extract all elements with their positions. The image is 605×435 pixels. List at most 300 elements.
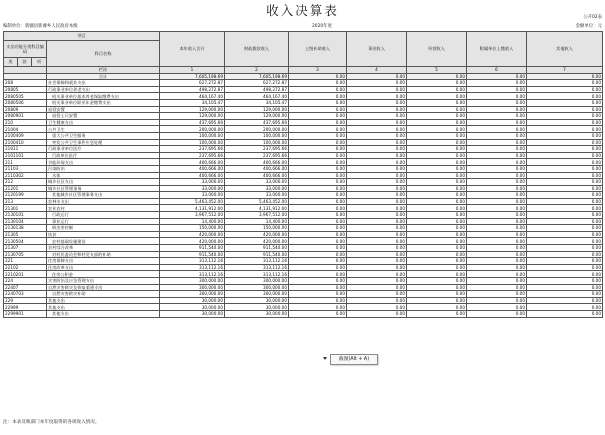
row-amount: 498,272.87 <box>225 86 289 93</box>
row-amount: 0.00 <box>347 185 407 192</box>
row-amount: 0.00 <box>289 205 347 212</box>
table-row <box>4 225 603 232</box>
row-amount: 0.00 <box>527 251 603 258</box>
row-amount: 0.00 <box>289 146 347 153</box>
table-header <box>4 32 603 67</box>
row-amount: 0.00 <box>527 179 603 186</box>
row-amount: 300,000.00 <box>225 284 289 291</box>
row-code: 22999 <box>4 304 47 311</box>
table-row <box>4 179 603 186</box>
row-code: 2120199 <box>4 192 47 199</box>
row-amount: 313,112.16 <box>225 264 289 271</box>
row-subject: 机关事业单位职业年金缴费支出 <box>47 99 160 106</box>
row-amount: 0.00 <box>289 126 347 133</box>
row-amount: 0.00 <box>407 284 467 291</box>
row-amount: 0.00 <box>467 185 527 192</box>
table-row <box>4 304 603 311</box>
row-amount: 0.00 <box>289 152 347 159</box>
row-code: 224 <box>4 278 47 285</box>
row-amount: 400,666.00 <box>160 172 225 179</box>
row-amount: 0.00 <box>527 284 603 291</box>
row-amount: 0.00 <box>527 165 603 172</box>
row-amount: 420,000.00 <box>160 231 225 238</box>
row-amount: 0.00 <box>289 86 347 93</box>
row-subject: 农林水支出 <box>47 198 160 205</box>
table-row <box>4 258 603 265</box>
row-amount: 4,131,912.00 <box>160 205 225 212</box>
row-amount: 0.00 <box>407 152 467 159</box>
row-amount: 498,272.87 <box>160 86 225 93</box>
table-row <box>4 126 603 133</box>
row-amount: 33,000.00 <box>225 179 289 186</box>
row-amount: 0.00 <box>467 238 527 245</box>
header-xiang: 项 <box>32 58 47 67</box>
unit-label: 编制单位： <box>3 24 25 29</box>
row-amount: 313,112.16 <box>160 258 225 265</box>
row-amount: 30,000.00 <box>225 310 289 317</box>
row-amount: 0.00 <box>527 172 603 179</box>
index-num: 1 <box>160 67 225 74</box>
row-amount: 0.00 <box>347 99 407 106</box>
table-row <box>4 231 603 238</box>
row-amount: 0.00 <box>467 119 527 126</box>
row-amount: 0.00 <box>467 251 527 258</box>
row-subject: 节能环保支出 <box>47 159 160 166</box>
row-amount: 0.00 <box>527 99 603 106</box>
row-amount: 0.00 <box>527 119 603 126</box>
header-col: 附属单位上缴收入 <box>467 32 527 67</box>
row-amount: 0.00 <box>347 113 407 120</box>
row-code: 2100409 <box>4 132 47 139</box>
row-amount: 0.00 <box>407 271 467 278</box>
row-amount: 437,695.66 <box>225 119 289 126</box>
row-amount: 0.00 <box>289 179 347 186</box>
row-amount: 30,000.00 <box>225 297 289 304</box>
index-num: 2 <box>225 67 289 74</box>
row-amount: 0.00 <box>407 179 467 186</box>
row-subject: 突发公共卫生事件应急处理 <box>47 139 160 146</box>
row-amount: 0.00 <box>467 278 527 285</box>
row-code: 2110302 <box>4 172 47 179</box>
row-amount: 0.00 <box>407 205 467 212</box>
row-amount: 237,695.66 <box>160 146 225 153</box>
table-row <box>4 80 603 87</box>
row-amount: 0.00 <box>347 119 407 126</box>
index-num: 5 <box>407 67 467 74</box>
row-amount: 33,000.00 <box>160 185 225 192</box>
row-subject: 退役安置 <box>47 106 160 113</box>
table-row <box>4 212 603 219</box>
row-amount: 0.00 <box>407 80 467 87</box>
row-amount: 0.00 <box>407 264 467 271</box>
row-amount: 0.00 <box>289 225 347 232</box>
row-amount: 0.00 <box>289 80 347 87</box>
row-subject: 自然灾害救灾补助 <box>47 291 160 298</box>
row-amount: 3,967,512.00 <box>225 212 289 219</box>
row-amount: 300,000.00 <box>225 291 289 298</box>
row-amount: 0.00 <box>289 264 347 271</box>
total-cell: 0.00 <box>407 73 467 80</box>
row-amount: 0.00 <box>289 106 347 113</box>
row-amount: 0.00 <box>467 297 527 304</box>
row-subject: 城乡社区支出 <box>47 179 160 186</box>
row-amount: 0.00 <box>407 212 467 219</box>
row-amount: 0.00 <box>407 172 467 179</box>
row-amount: 150,000.00 <box>160 225 225 232</box>
total-label: 合计 <box>47 73 160 80</box>
currency-unit: 金额单位：元 <box>575 24 602 29</box>
header-func-code: 支出功能分类科目编码 <box>4 41 47 58</box>
row-amount: 0.00 <box>467 284 527 291</box>
row-amount: 437,695.66 <box>160 119 225 126</box>
row-amount: 0.00 <box>347 198 407 205</box>
row-amount: 0.00 <box>527 198 603 205</box>
row-amount: 0.00 <box>527 291 603 298</box>
row-amount: 0.00 <box>407 297 467 304</box>
row-code: 212 <box>4 179 47 186</box>
row-amount: 0.00 <box>467 192 527 199</box>
row-amount: 0.00 <box>347 258 407 265</box>
table-row <box>4 93 603 100</box>
row-amount: 0.00 <box>347 264 407 271</box>
table-row <box>4 86 603 93</box>
row-amount: 464,167.40 <box>160 93 225 100</box>
row-amount: 0.00 <box>467 198 527 205</box>
row-code: 2130138 <box>4 225 47 232</box>
row-amount: 0.00 <box>407 165 467 172</box>
row-subject: 住房公积金 <box>47 271 160 278</box>
row-amount: 5,463,452.00 <box>225 198 289 205</box>
row-amount: 4,131,912.00 <box>225 205 289 212</box>
row-amount: 0.00 <box>407 304 467 311</box>
row-subject: 卫生健康支出 <box>47 119 160 126</box>
row-amount: 0.00 <box>289 271 347 278</box>
row-amount: 0.00 <box>527 192 603 199</box>
row-amount: 400,666.00 <box>225 159 289 166</box>
row-amount: 0.00 <box>347 291 407 298</box>
row-amount: 0.00 <box>289 310 347 317</box>
row-amount: 5,463,452.00 <box>160 198 225 205</box>
row-amount: 0.00 <box>527 278 603 285</box>
row-amount: 0.00 <box>467 80 527 87</box>
row-amount: 0.00 <box>347 212 407 219</box>
row-amount: 0.00 <box>347 231 407 238</box>
row-amount: 300,000.00 <box>160 278 225 285</box>
row-code: 2100410 <box>4 139 47 146</box>
row-amount: 0.00 <box>347 179 407 186</box>
row-amount: 313,112.16 <box>160 264 225 271</box>
row-amount: 30,000.00 <box>160 304 225 311</box>
row-amount: 0.00 <box>407 99 467 106</box>
row-amount: 0.00 <box>407 245 467 252</box>
row-amount: 0.00 <box>467 212 527 219</box>
header-col: 上级补助收入 <box>289 32 347 67</box>
row-amount: 0.00 <box>289 172 347 179</box>
row-subject: 自然灾害救灾及恢复重建支出 <box>47 284 160 291</box>
row-amount: 0.00 <box>347 225 407 232</box>
row-amount: 0.00 <box>527 86 603 93</box>
row-amount: 0.00 <box>467 218 527 225</box>
cursor-icon <box>323 357 327 360</box>
table-body <box>4 67 603 318</box>
row-amount: 237,695.66 <box>225 152 289 159</box>
row-amount: 0.00 <box>289 113 347 120</box>
row-amount: 237,695.66 <box>225 146 289 153</box>
row-amount: 237,695.66 <box>160 152 225 159</box>
row-code: 21307 <box>4 245 47 252</box>
row-amount: 0.00 <box>347 304 407 311</box>
row-amount: 0.00 <box>407 198 467 205</box>
row-amount: 400,666.00 <box>160 165 225 172</box>
row-subject: 其他支出 <box>47 310 160 317</box>
table-row <box>4 152 603 159</box>
row-code: 2240703 <box>4 291 47 298</box>
row-code: 2130104 <box>4 218 47 225</box>
row-amount: 0.00 <box>527 231 603 238</box>
row-amount: 0.00 <box>527 238 603 245</box>
row-amount: 0.00 <box>347 192 407 199</box>
row-amount: 911,540.00 <box>160 245 225 252</box>
table-row <box>4 284 603 291</box>
row-subject: 行政事业单位医疗 <box>47 146 160 153</box>
row-code: 22102 <box>4 264 47 271</box>
row-subject: 污染防治 <box>47 165 160 172</box>
row-amount: 100,000.00 <box>160 132 225 139</box>
table-row <box>4 198 603 205</box>
total-row <box>4 73 603 80</box>
row-amount: 0.00 <box>527 146 603 153</box>
row-amount: 100,000.00 <box>225 139 289 146</box>
row-amount: 0.00 <box>467 99 527 106</box>
row-amount: 0.00 <box>289 165 347 172</box>
row-amount: 0.00 <box>289 218 347 225</box>
row-amount: 0.00 <box>347 86 407 93</box>
total-cell: 0.00 <box>467 73 527 80</box>
header-subject-name: 科目名称 <box>47 41 160 67</box>
row-amount: 0.00 <box>407 93 467 100</box>
row-subject: 农村综合改革 <box>47 245 160 252</box>
row-amount: 100,000.00 <box>160 139 225 146</box>
row-amount: 0.00 <box>467 225 527 232</box>
row-amount: 0.00 <box>289 132 347 139</box>
row-subject: 住房保障支出 <box>47 258 160 265</box>
row-amount: 0.00 <box>467 93 527 100</box>
row-amount: 0.00 <box>467 172 527 179</box>
row-amount: 0.00 <box>527 139 603 146</box>
row-subject: 事业运行 <box>47 218 160 225</box>
table-row <box>4 238 603 245</box>
row-subject: 其他支出 <box>47 304 160 311</box>
index-num: 6 <box>467 67 527 74</box>
row-amount: 400,666.00 <box>225 165 289 172</box>
row-subject: 行政运行 <box>47 212 160 219</box>
header-col: 经营收入 <box>407 32 467 67</box>
row-amount: 0.00 <box>527 205 603 212</box>
row-amount: 0.00 <box>407 146 467 153</box>
row-amount: 33,000.00 <box>160 192 225 199</box>
row-amount: 0.00 <box>407 238 467 245</box>
row-code: 221 <box>4 258 47 265</box>
total-cell: 7,605,198.69 <box>160 73 225 80</box>
row-amount: 0.00 <box>347 284 407 291</box>
row-amount: 0.00 <box>289 119 347 126</box>
row-amount: 0.00 <box>347 165 407 172</box>
row-subject: 病虫害控制 <box>47 225 160 232</box>
header-col: 事业收入 <box>347 32 407 67</box>
row-code: 2130705 <box>4 251 47 258</box>
row-amount: 34,105.47 <box>225 99 289 106</box>
table-row <box>4 297 603 304</box>
total-cell: 0.00 <box>527 73 603 80</box>
row-amount: 400,666.00 <box>160 159 225 166</box>
row-amount: 313,112.16 <box>225 258 289 265</box>
row-amount: 0.00 <box>467 146 527 153</box>
row-amount: 464,167.40 <box>225 93 289 100</box>
table-row <box>4 106 603 113</box>
row-amount: 911,540.00 <box>160 251 225 258</box>
index-row <box>4 67 603 74</box>
row-amount: 0.00 <box>347 271 407 278</box>
table-row <box>4 251 603 258</box>
row-amount: 0.00 <box>467 165 527 172</box>
row-subject: 其他城乡社区管理事务支出 <box>47 192 160 199</box>
row-amount: 300,000.00 <box>160 284 225 291</box>
row-subject: 重大公共卫生服务 <box>47 132 160 139</box>
row-amount: 0.00 <box>467 258 527 265</box>
row-amount: 0.00 <box>407 126 467 133</box>
row-amount: 0.00 <box>347 159 407 166</box>
row-subject: 住房改革支出 <box>47 264 160 271</box>
row-code: 2080506 <box>4 99 47 106</box>
row-amount: 0.00 <box>527 93 603 100</box>
row-amount: 0.00 <box>467 310 527 317</box>
report-year: 2020年度 <box>312 24 332 29</box>
row-code: 2299901 <box>4 310 47 317</box>
row-amount: 0.00 <box>527 297 603 304</box>
row-subject: 城乡社区管理事务 <box>47 185 160 192</box>
header-col: 其他收入 <box>527 32 603 67</box>
row-code: 21004 <box>4 126 47 133</box>
row-amount: 0.00 <box>407 113 467 120</box>
row-amount: 0.00 <box>407 119 467 126</box>
table-row <box>4 205 603 212</box>
row-amount: 911,540.00 <box>225 251 289 258</box>
row-amount: 0.00 <box>289 139 347 146</box>
index-num: 3 <box>289 67 347 74</box>
row-amount: 33,000.00 <box>225 185 289 192</box>
row-amount: 33,000.00 <box>225 192 289 199</box>
row-code: 213 <box>4 198 47 205</box>
row-amount: 627,272.87 <box>160 80 225 87</box>
row-amount: 0.00 <box>347 93 407 100</box>
table-row <box>4 172 603 179</box>
row-code: 21301 <box>4 205 47 212</box>
row-amount: 200,000.00 <box>160 126 225 133</box>
row-code: 21305 <box>4 231 47 238</box>
row-code: 21201 <box>4 185 47 192</box>
row-amount: 0.00 <box>289 198 347 205</box>
row-amount: 420,000.00 <box>160 238 225 245</box>
row-amount: 0.00 <box>289 304 347 311</box>
row-amount: 0.00 <box>347 80 407 87</box>
row-amount: 0.00 <box>347 139 407 146</box>
row-amount: 0.00 <box>407 185 467 192</box>
row-amount: 0.00 <box>407 251 467 258</box>
table-row <box>4 185 603 192</box>
table-row <box>4 245 603 252</box>
row-amount: 0.00 <box>347 278 407 285</box>
row-amount: 0.00 <box>289 93 347 100</box>
row-code: 2130504 <box>4 238 47 245</box>
row-amount: 0.00 <box>289 99 347 106</box>
row-amount: 0.00 <box>289 185 347 192</box>
row-amount: 0.00 <box>289 251 347 258</box>
row-amount: 420,000.00 <box>225 231 289 238</box>
row-code: 2080901 <box>4 113 47 120</box>
row-subject: 退役士兵安置 <box>47 113 160 120</box>
row-amount: 0.00 <box>527 245 603 252</box>
row-amount: 0.00 <box>347 218 407 225</box>
row-amount: 0.00 <box>289 284 347 291</box>
row-amount: 30,000.00 <box>160 297 225 304</box>
table-row <box>4 165 603 172</box>
table-row <box>4 278 603 285</box>
row-amount: 200,000.00 <box>225 126 289 133</box>
unit-name: 新疆县新滩乡人民政府本级 <box>24 24 78 29</box>
row-amount: 0.00 <box>467 152 527 159</box>
row-amount: 0.00 <box>467 304 527 311</box>
table-row <box>4 218 603 225</box>
row-subject: 扶贫 <box>47 231 160 238</box>
row-code: 21011 <box>4 146 47 153</box>
row-amount: 0.00 <box>467 86 527 93</box>
row-amount: 0.00 <box>289 291 347 298</box>
row-subject: 灾害防治及应急管理支出 <box>47 278 160 285</box>
row-amount: 0.00 <box>347 126 407 133</box>
row-code: 21103 <box>4 165 47 172</box>
table-row <box>4 119 603 126</box>
row-amount: 0.00 <box>527 310 603 317</box>
row-subject: 行政事业单位养老支出 <box>47 86 160 93</box>
row-subject: 其他支出 <box>47 297 160 304</box>
row-amount: 150,000.00 <box>225 225 289 232</box>
row-amount: 300,000.00 <box>160 291 225 298</box>
row-code: 22407 <box>4 284 47 291</box>
row-amount: 0.00 <box>289 238 347 245</box>
row-amount: 313,112.16 <box>160 271 225 278</box>
report-title: 收入决算表 <box>266 3 339 18</box>
row-amount: 0.00 <box>407 218 467 225</box>
row-amount: 0.00 <box>347 238 407 245</box>
row-amount: 0.00 <box>467 179 527 186</box>
table-row <box>4 291 603 298</box>
row-amount: 0.00 <box>467 132 527 139</box>
row-amount: 627,272.87 <box>225 80 289 87</box>
row-subject: 水体 <box>47 172 160 179</box>
row-amount: 0.00 <box>347 205 407 212</box>
table-row <box>4 271 603 278</box>
form-code: 公开02表 <box>583 15 602 20</box>
row-amount: 0.00 <box>289 245 347 252</box>
row-amount: 400,666.00 <box>225 172 289 179</box>
row-subject: 农村基础设施建设 <box>47 238 160 245</box>
row-amount: 0.00 <box>347 146 407 153</box>
row-amount: 0.00 <box>407 86 467 93</box>
row-code: 229 <box>4 297 47 304</box>
row-amount: 0.00 <box>527 80 603 87</box>
row-amount: 0.00 <box>407 192 467 199</box>
row-amount: 0.00 <box>527 132 603 139</box>
